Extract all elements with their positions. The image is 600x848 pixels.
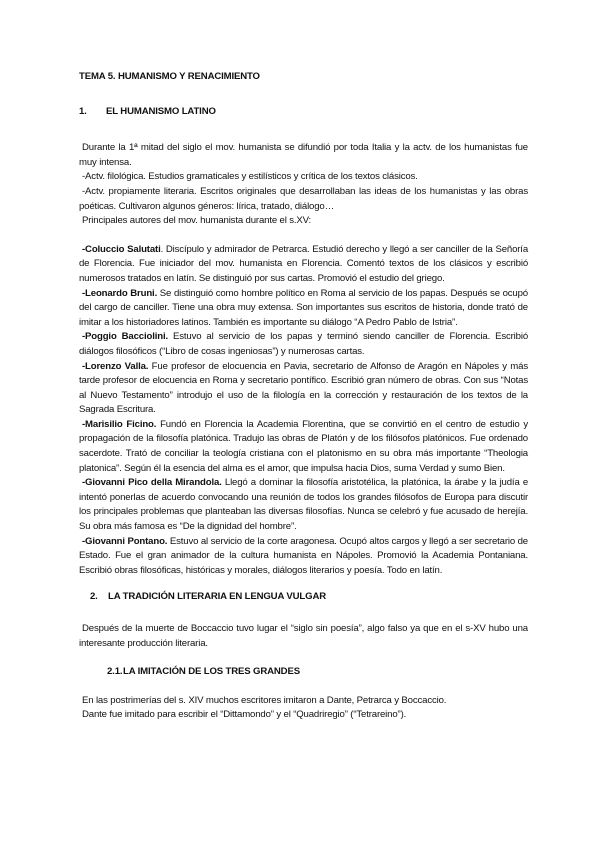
author-name: -Giovanni Pico della Mirandola.	[82, 477, 222, 489]
author-paragraph-valla	[79, 360, 528, 418]
author-name: -Lorenzo Valla.	[82, 360, 149, 372]
author-name: -Giovanni Pontano.	[82, 535, 168, 547]
section-2-title: LA TRADICIÓN LITERARIA EN LENGUA VULGAR	[108, 591, 326, 603]
author-text: . Discípulo y admirador de Petrarca. Estudió derecho y llegó a ser canciller de la Señoría de Florencia. Fue iniciador del mov. humanista en Florencia. Comentó textos de los clásicos y escribió numerosos tratados en latín. Se distinguió por sus cartas. Promovió el estudio del griego.	[79, 243, 529, 284]
section-1-intro: Durante la 1ª mitad del siglo el mov. humanista se difundió por toda Italia y la actv. de los humanistas fue muy intensa.	[79, 142, 528, 168]
section-2-number: 2.	[90, 591, 98, 603]
author-paragraph-pontano	[79, 535, 528, 579]
author-text: Se distinguió como hombre político en Roma al servicio de los papas. Después se ocupó del cargo de canciller. Tiene una obra muy extensa. Son importantes sus escritos de historia, donde trató de imitar a los historiadores latinos. También es importante su diálogo “A Pedro Pablo de Istria”.	[79, 287, 528, 328]
section-2-paragraph: Después de la muerte de Boccaccio tuvo lugar el “siglo sin poesía”, algo falso ya que en el s-XV hubo una interesante producción literaria.	[79, 623, 528, 649]
author-text: Estuvo al servicio de la corte aragonesa. Ocupó altos cargos y llegó a ser secretario de Estado. Fue el gran animador de la cultura humanista en Nápoles. Promovió la Academia Pontaniana. Escribió obras filosóficas, históricas y morales, diálogos literarios y poesía. Todo en latín.	[79, 535, 528, 576]
bullet-filologica: -Actv. filológica. Estudios gramaticales y estilísticos y crítica de los textos clásicos.	[82, 171, 418, 183]
author-text: Fundó en Florencia la Academia Florentina, que se convirtió en el centro de estudio y propagación de la filosofía platónica. Tradujo las obras de Platón y de los filósofos platónicos. Fue ordenado sacerdote. Trató de conciliar la teología cristiana con el platonismo en su obra más importante “Theologia platonica”. Según él la esencia del alma es el amor, que impulsa hacia Dios, suma Verdad y sumo Bien.	[79, 418, 528, 474]
subsection-2-1-line-1: En las postrimerías del s. XIV muchos escritores imitaron a Dante, Petrarca y Boccaccio.	[82, 694, 447, 706]
author-paragraph-ficino	[79, 418, 528, 476]
author-paragraph-salutati	[79, 243, 528, 287]
author-name: -Coluccio Salutati	[82, 243, 161, 255]
subsection-2-1-title: LA IMITACIÓN DE LOS TRES GRANDES	[123, 666, 300, 678]
author-name: -Poggio Bacciolini.	[82, 331, 168, 343]
subsection-2-1-line-2: Dante fue imitado para escribir el “Dittamondo” y el “Quadriregio” (“Tetrareino”).	[82, 709, 407, 721]
subsection-2-1-number: 2.1.	[107, 666, 123, 678]
section-1-number: 1.	[79, 105, 87, 117]
author-text: Estuvo al servicio de los papas y terminó siendo canciller de Florencia. Escribió diálogos filosóficos (“Libro de cosas ingeniosas”) y numerosas cartas.	[79, 331, 529, 357]
author-paragraph-bruni	[79, 287, 528, 331]
authors-intro: Principales autores del mov. humanista durante el s.XV:	[82, 215, 312, 227]
section-1-heading	[79, 105, 528, 120]
author-text: Fue profesor de elocuencia en Pavia, secretario de Alfonso de Aragón en Nápoles y más tarde profesor de elocuencia en Roma y secretario pontífico. Escribió gran número de obras. Con sus “Notas al Nuevo Testamento” introdujo el uso de la filología en la corrección y restauración de los textos de la Sagrada Escritura.	[79, 360, 528, 416]
spacer	[79, 229, 528, 243]
subsection-2-1-heading	[107, 665, 528, 680]
author-paragraph-bacciolini	[79, 330, 528, 359]
section-1-title: EL HUMANISMO LATINO	[106, 105, 216, 117]
author-name: -Marisilio Ficino.	[82, 418, 157, 430]
document-title: TEMA 5. HUMANISMO Y RENACIMIENTO	[79, 71, 260, 82]
author-paragraph-pico	[79, 476, 528, 534]
bullet-literaria: -Actv. propiamente literaria. Escritos originales que desarrollaban las ideas de los humanistas y las obras poéticas. Cultivaron algunos géneros: lírica, tratado, diálogo…	[79, 185, 528, 212]
section-2-heading	[90, 590, 528, 605]
author-name: -Leonardo Bruni.	[82, 287, 158, 299]
author-text: Llegó a dominar la filosofía aristotélica, la platónica, la árabe y la judía e intentó ponerlas de acuerdo convocando una reunión de todos los grandes filósofos de Europa para discutir los principales problemas que planteaban las diversas filosofías. Nunca se celebró y fue acusado de herejía. Su obra más famosa es “De la dignidad del hombre”.	[79, 477, 529, 533]
